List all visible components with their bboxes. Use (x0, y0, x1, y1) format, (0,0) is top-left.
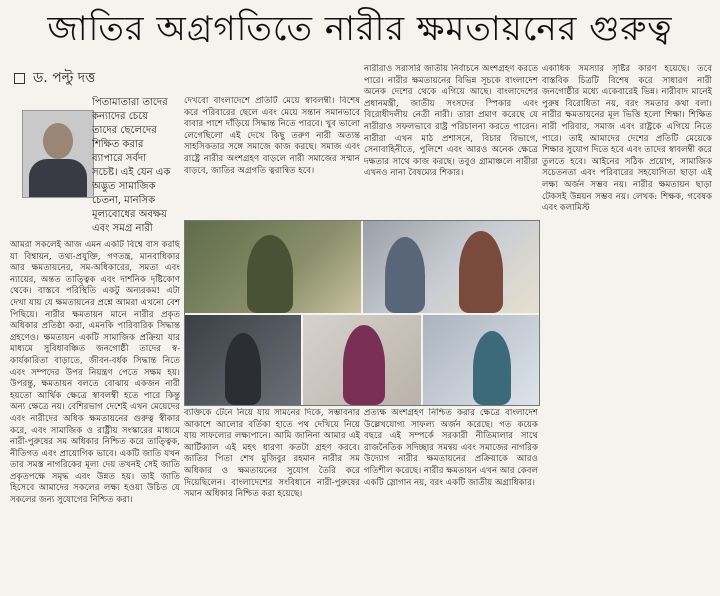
author-photo (22, 110, 94, 198)
column-2-text: দেখবো বাংলাদেশে প্রতিটি মেয়ে স্বাবলম্বী। বিশেষ করে পরিবারের ছেলে এবং মেয়ে সন্তান সমানভাবে বাবার পাশে দাঁড়িয়ে সিদ্ধান্ত নিতে পারবে। খুব ভালো লেগেছিলো এই দেখে কিছু তরুণ নারী অত্যন্ত সাহসিকতার সঙ্গে সমাজে কাজ করছে। সমাজ এবং রাষ্ট্রে নারীর অংশগ্রহণ বাড়লে নারী সমাজের সম্মান বাড়বে, জাতির অগ্রগতি ত্বরান্বিত হবে। (184, 96, 360, 176)
headline: জাতির অগ্রগতিতে নারীর ক্ষমতায়নের গুরুত্ব (47, 9, 673, 49)
author-photo-body (29, 159, 87, 198)
byline (14, 68, 324, 88)
technician-figure (473, 331, 511, 405)
pilot-figure (225, 333, 261, 405)
column-1-text: আমরা সকলেই আজ এমন একটি বিশ্বে বাস করছি যা বিশ্বায়ন, তথ্য-প্রযুক্তি, গণতন্ত্র, মানবাধিকার আর ক্ষমতায়নের, সম-অধিকারের, সমতা এবং ন্যায়ের, অন্তত তাত্ত্বিক এবং দার্শনিক দৃষ্টিকোণ থেকে। বাস্তবে পরিস্থিতি একটু অন্যরকম! এটা দেখা যায় যে ক্ষমতায়নের প্রশ্নে আমরা এখনো বেশ পিছিয়ে। নারীর ক্ষমতায়ন মানে নারীর প্রকৃত অধিকার প্রতিষ্ঠা করা, এমনকি পারিবারিক সিদ্ধান্ত গ্রহণেও। ক্ষমতায়ন একটি সামাজিক প্রক্রিয়া যার মাধ্যমে সুবিধাবঞ্চিত জনগোষ্ঠী তাদের স্ব-কার্যকারিতা বাড়াতে, জীবন-বর্ধক সিদ্ধান্ত নিতে এবং সম্পদের উপর নিয়ন্ত্রণ পেতে সক্ষম হয়। উপরন্তু, ক্ষমতায়ন বলতে বোঝায় একজন নারী হয়তো আর্থিক ক্ষেত্রে স্বাবলম্বী হতে পারে কিন্তু অন্য ক্ষেত্রে নয়। বেশিরভাগ দেশেই এখন মেয়েদের এবং নারীদের অধিক ক্ষমতায়নের গুরুত্ব স্বীকার করে, এবং সামাজিক ও রাষ্ট্রীয় সংস্কারের মাধ্যমে নারী-পুরুষের সম অধিকার নিশ্চিত করে তাত্ত্বিক, নীতিগত এবং প্রায়োগিক ভাবে। একটি জাতি যখন তার সমস্ত নাগরিকের মূল্য দেয় তখনই সেই জাতি প্রকৃতপক্ষে সমৃদ্ধ এবং উন্নত হয়। তাই জাতি হিসেবে আমাদের সকলের লক্ষ্য হওয়া উচিত যে সকলের জন্য সুযোগের নিশ্চিত করা। (10, 240, 180, 506)
author-name: ড. পল্টু দত্ত (33, 70, 96, 86)
column-5 (184, 408, 360, 590)
worker-figure-2 (459, 231, 503, 313)
column-1 (10, 240, 180, 590)
column-5-text: ব্যক্তিকে টেনে নিয়ে যায় সামনের দিকে, সম্ভাবনার আকাশে আলোর বর্তিকা হাতে পথ দেখিয়ে নিয়ে যায় সাফল্যের লক্ষ্যপানে। আমি জানিনা আমার এই আর্টিক্যাল এই মহৎ ধারণা কতটা গ্রহণ করবে। জাতির পিতা শেখ মুজিবুর রহমান নারীর সম অধিকার ও ক্ষমতায়নের সুযোগ তৈরি করে দিয়েছিলেন। বাংলাদেশের সংবিধানে নারী-পুরুষের সমান অধিকার নিশ্চিত করা হয়েছে। (184, 408, 360, 500)
column-2 (184, 96, 360, 216)
soldier-figure (247, 235, 293, 313)
column-4-text: একাধিক সমস্যার সৃষ্টির কারণ হয়েছে। তবে বাস্তবিক চিত্রটি বিশেষ করে সাধারণ নারী জনগোষ্ঠীর মধ্যে একেবারেই ভিন্ন। নারীবাদ মানেই পুরুষ বিরোধিতা নয়, বরং সমতার কথা বলা। নারীর ক্ষমতায়নের মূল ভিত্তি হলো শিক্ষা। শিক্ষিত নারী পরিবার, সমাজ এবং রাষ্ট্রকে এগিয়ে নিতে পারে। তাই আমাদের দেশের প্রতিটি মেয়েকে শিক্ষার সুযোগ দিতে হবে এবং তাদের স্বাবলম্বী করে তুলতে হবে। আইনের সঠিক প্রয়োগ, সামাজিক সচেতনতা এবং পরিবারের সহযোগিতা ছাড়া এই লক্ষ্য অর্জন সম্ভব নয়। নারীর ক্ষমতায়ন ছাড়া টেকসই উন্নয়ন সম্ভব নয়। লেখক: শিক্ষক, গবেষক এবং কলামিস্ট (542, 64, 712, 214)
column-3 (364, 64, 538, 216)
worker-figure-1 (385, 237, 425, 313)
pull-quote: পিতামাতারা তাদের কন্যাদের চেয়ে তাদের ছেলেদের শিক্ষিত করার ব্যাপারে সর্বদা সচেষ্ট। এই যেন এক অদ্ভুত সামাজিক চেতনা, মানসিক মূল্যবোধের অবক্ষয় এবং সমগ্র নারী (92, 97, 171, 234)
column-3-text: নারীরাও সরাসরি জাতীয় নির্বাচনে অংশগ্রহণ করতে পারে। নারীর ক্ষমতায়নের বিভিন্ন সূচকে বাংলাদেশ অনেক দেশের থেকে এগিয়ে আছে। বাংলাদেশের প্রধানমন্ত্রী, জাতীয় সংসদের স্পিকার এবং বিরোধীদলীয় নেত্রী নারী। তারা প্রমাণ করেছে যে নারীরাও সফলভাবে রাষ্ট্র পরিচালনা করতে পারেন। নারীরা এখন মাঠ প্রশাসনে, বিচার বিভাগে, সেনাবাহিনীতে, পুলিশে এবং আরও অনেক ক্ষেত্রে দক্ষতার সাথে কাজ করছে। তবুও গ্রামাঞ্চলে নারীরা এখনও নানা বৈষম্যের শিকার। (364, 64, 538, 179)
photo-helmet-workers (363, 221, 539, 313)
photo-collage (184, 220, 540, 406)
author-photo-head (43, 123, 73, 159)
column-6-text: প্রত্যক্ষ অংশগ্রহণ নিশ্চিত করার ক্ষেত্রে বাংলাদেশ উল্লেখযোগ্য সাফল্য অর্জন করেছে। গত কয়েক বছরে এই সম্পর্কে সরকারী নীতিমালার সাথে রাজনৈতিক সদিচ্ছার সমন্বয় এবং সমাজের নাগরিক উদ্যোগ নারীর ক্ষমতায়নের প্রক্রিয়াকে আরও গতিশীল করেছে। নারীর ক্ষমতায়ন এখন আর কেবল একটি স্লোগান নয়, বরং একটি জাতীয় অগ্রাধিকার। (364, 408, 538, 488)
byline-square-icon (14, 73, 25, 84)
photo-technician (423, 315, 539, 405)
photo-soldier (185, 221, 361, 313)
photo-pilot-cockpit (185, 315, 301, 405)
column-4 (542, 64, 712, 594)
photo-speaker (303, 315, 421, 405)
column-6 (364, 408, 538, 590)
speaker-figure (343, 325, 385, 405)
